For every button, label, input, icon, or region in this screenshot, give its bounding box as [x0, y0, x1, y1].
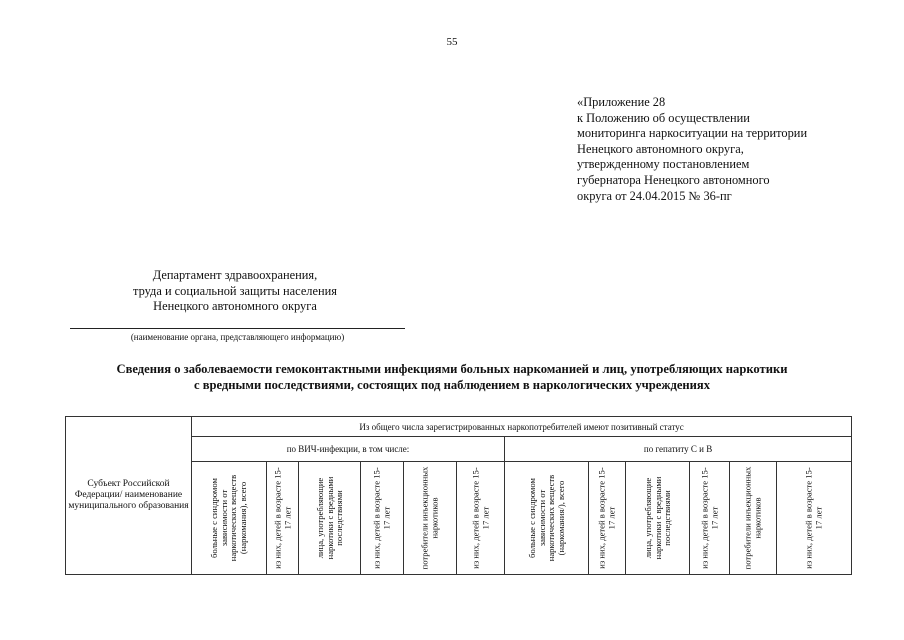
hepatitis-column-header: [505, 462, 589, 575]
hiv-column-header: [361, 462, 404, 575]
appendix-line: округа от 24.04.2015 № 36-пг: [577, 188, 732, 203]
page-number: 55: [446, 36, 458, 48]
hepatitis-column-label: из них, детей в возрасте 15-17 лет: [699, 467, 719, 569]
hepatitis-column-header: [777, 462, 852, 575]
appendix-line: мониторинга наркоситуации на территории: [577, 126, 808, 141]
signature-underline: [70, 328, 405, 329]
title-line-2: с вредными последствиями, состоящих под наблюдением в наркологических учреждениях: [193, 378, 711, 392]
hepatitis-header: по гепатиту С и В: [505, 437, 852, 462]
hepatitis-column-label: больные с синдромом зависимости от наркотических веществ (наркомания/), всего: [526, 474, 565, 562]
hepatitis-column-header: [589, 462, 626, 575]
hepatitis-column-header: [626, 462, 690, 575]
positive-status-header: Из общего числа зарегистрированных наркопотребителей имеют позитивный статус: [192, 417, 852, 437]
hepatitis-column-label: из них, детей в возрасте 15-17 лет: [596, 467, 616, 569]
statistics-table: [65, 416, 852, 575]
hepatitis-column-header: [690, 462, 730, 575]
hiv-column-label: лица, употребляющие наркотики с вредными последствиями: [314, 476, 344, 560]
department-line: Департамент здравоохранения,: [152, 268, 318, 282]
hiv-column-label: из них, детей в возрасте 15-17 лет: [371, 467, 391, 569]
appendix-line: Ненецкого автономного округа,: [577, 141, 744, 156]
department-block: [70, 268, 400, 315]
hiv-column-label: из них, детей в возрасте 15-17 лет: [272, 467, 292, 569]
appendix-block: [577, 95, 807, 204]
hepatitis-column-label: из них, детей в возрасте 15-17 лет: [803, 467, 824, 569]
hepatitis-column-header: [730, 462, 777, 575]
department-line: Ненецкого автономного округа: [153, 299, 317, 314]
hiv-column-label: больные с синдромом зависимости от наркотических веществ (наркомания), всего: [209, 474, 248, 562]
appendix-line: утвержденному постановлением: [577, 157, 750, 172]
appendix-line: губернатора Ненецкого автономного: [577, 172, 770, 187]
hiv-column-label: потребители инъекционных наркотиков: [419, 466, 439, 570]
department-caption: (наименование органа, представляющего информацию): [130, 332, 345, 342]
hepatitis-column-label: лица, употребляющие наркотики с вредными последствиями: [642, 476, 672, 560]
hiv-column-header: [457, 462, 505, 575]
hiv-column-header: [192, 462, 267, 575]
hepatitis-column-label: потребители инъекционных наркотиков: [742, 466, 762, 570]
hiv-column-header: [299, 462, 361, 575]
title-line-1: Сведения о заболеваемости гемоконтактными инфекциями больных наркоманией и лиц, употребляющих наркотики: [116, 362, 788, 376]
document-title: [40, 361, 864, 393]
hiv-column-header: [404, 462, 457, 575]
subject-header: Субъект Российской Федерации/ наименование муниципального образования: [66, 417, 192, 575]
appendix-line: «Приложение 28: [577, 95, 666, 109]
hiv-header: по ВИЧ-инфекции, в том числе:: [192, 437, 505, 462]
hiv-column-label: из них, детей в возрасте 15-17 лет: [470, 467, 490, 569]
hiv-column-header: [267, 462, 299, 575]
department-line: труда и социальной защиты населения: [133, 283, 337, 298]
appendix-line: к Положению об осуществлении: [577, 110, 750, 125]
